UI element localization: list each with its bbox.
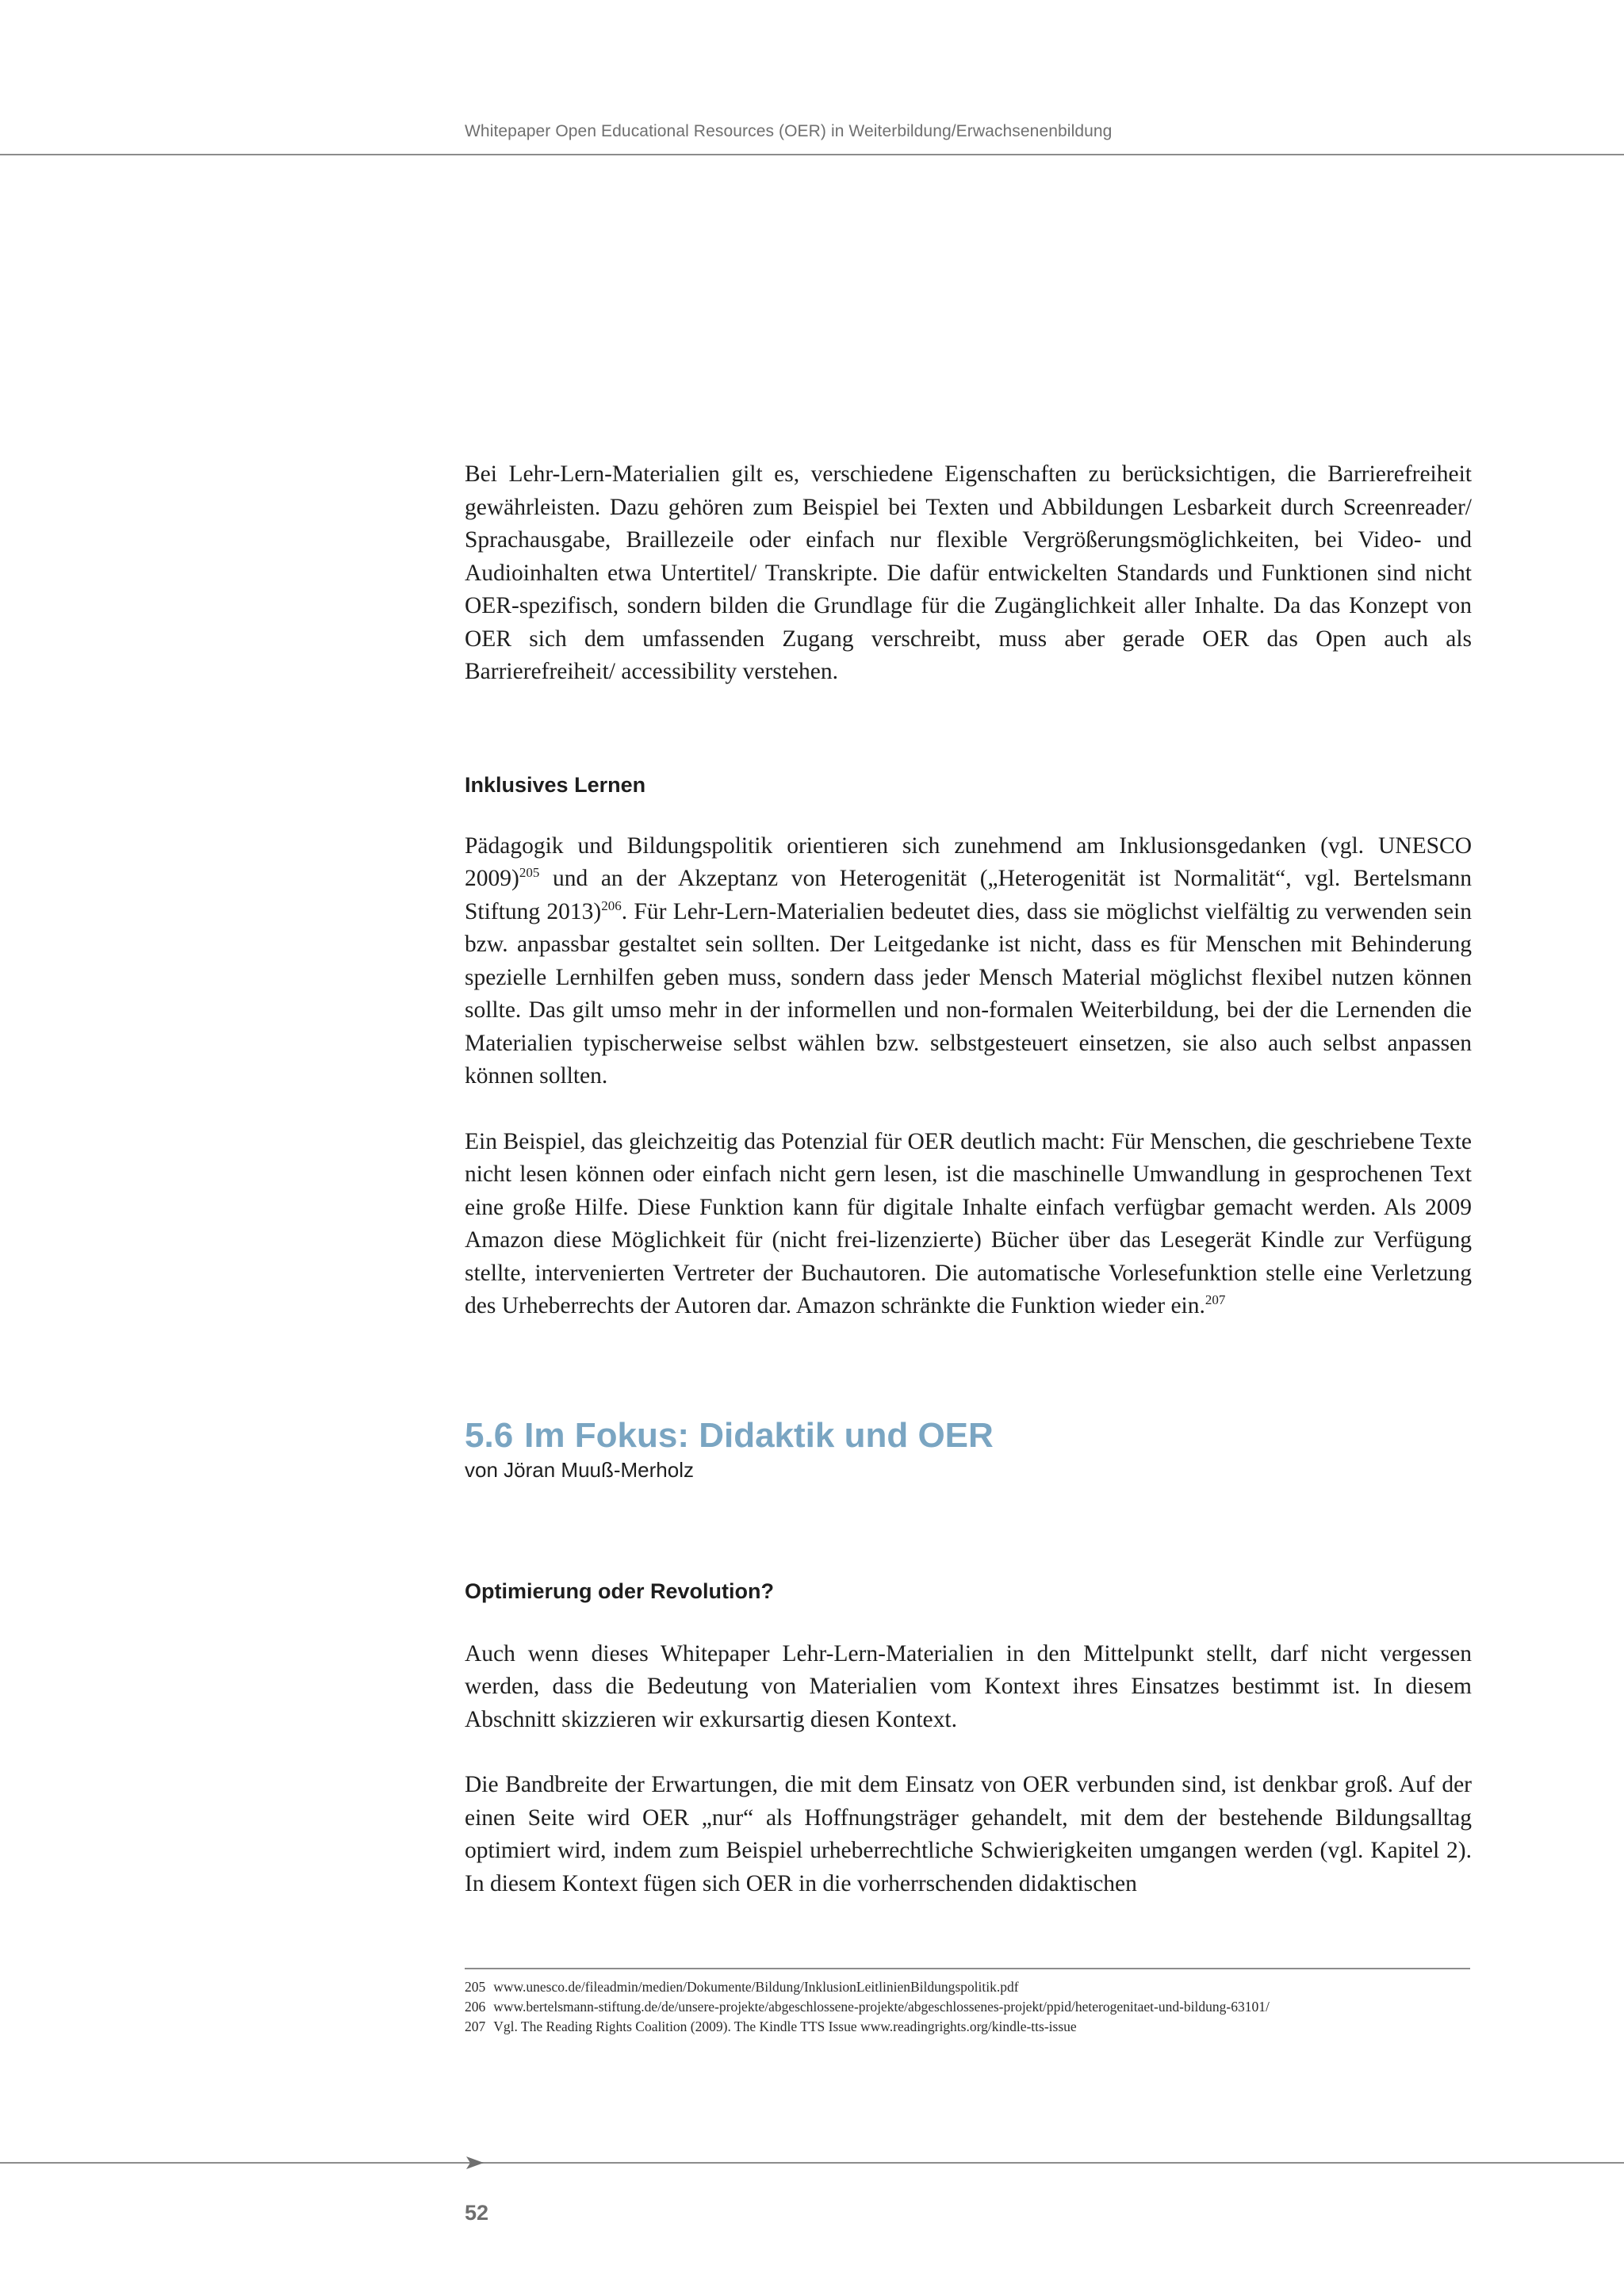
footnote-text: Vgl. The Reading Rights Coalition (2009). The Kindle TTS Issue www.readingrights.org/kindle-tts-issue	[493, 2019, 1077, 2034]
footnote-ref-205[interactable]: 205	[519, 865, 540, 881]
footnote-number: 206	[465, 1999, 486, 2015]
footer-rule	[0, 2162, 1624, 2164]
section-number: 5.6	[465, 1415, 514, 1455]
paragraph-inklusion-part-b: und an der Akzeptanz von Heterogenität („Heterogenität ist Normalität“, vgl. Bertelsmann Stiftung 2013)	[465, 866, 1472, 924]
paragraph-erwartungen: Die Bandbreite der Erwartungen, die mit dem Einsatz von OER verbunden sind, ist denkbar groß. Auf der einen Seite wird OER „nur“ als Hoffnungsträger gehandelt, mit dem der bestehende Bildungsalltag optimiert wird, indem zum Beispiel urheberrechtliche Schwierigkeiten umgangen werden (vgl. Kapitel 2). In diesem Kontext fügen sich OER in die vorherrschenden didaktischen	[465, 1772, 1472, 1896]
footnote-206	[465, 1997, 1472, 2017]
footnote-number: 207	[465, 2019, 486, 2034]
footnote-ref-207[interactable]: 207	[1205, 1292, 1226, 1308]
paragraph-inklusion-part-a: Pädagogik und Bildungspolitik orientieren sich zunehmend am Inklusionsgedanken (vgl. UNESCO 2009)	[465, 832, 1472, 891]
running-header: Whitepaper Open Educational Resources (OER) in Weiterbildung/Erwachsenenbildung	[465, 122, 1113, 140]
arrow-right-icon	[466, 2155, 484, 2171]
footnote-205	[465, 1977, 1472, 1997]
footnote-207	[465, 2017, 1472, 2037]
subheading-inklusives-lernen: Inklusives Lernen	[465, 772, 646, 797]
section-title-text: Im Fokus: Didaktik und OER	[524, 1415, 994, 1455]
footnote-number: 205	[465, 1979, 486, 1995]
paragraph-inklusion-part-c: . Für Lehr-Lern-Materialien bedeutet dies, dass sie möglichst vielfältig zu verwenden sein bzw. anpassbar gestaltet sein sollten. Der Leitgedanke ist nicht, dass es für Menschen mit Behinderung spezielle Lernhilfen geben muss, sondern dass jeder Mensch Material möglichst flexibel nutzen können sollte. Das gilt umso mehr in der informellen und non-formalen Weiterbildung, bei der die Lernenden die Materialien typischerweise selbst wählen bzw. selbstgesteuert einsetzen, sie also auch selbst anpassen können sollten.	[465, 898, 1472, 1089]
footnote-link[interactable]: www.bertelsmann-stiftung.de/de/unsere-projekte/abgeschlossene-projekte/abgeschlossenes-projekt/ppid/heterogenitaet-und-bildung-63101/	[493, 1999, 1270, 2015]
page-number: 52	[465, 2201, 489, 2225]
paragraph-beispiel-kindle	[465, 1126, 1472, 1323]
main-content	[465, 458, 1472, 1900]
header-rule	[0, 154, 1624, 155]
footnote-link[interactable]: www.unesco.de/fileadmin/medien/Dokumente/Bildung/InklusionLeitlinienBildungspolitik.pdf	[493, 1979, 1019, 1995]
footnote-rule	[465, 1968, 1470, 1969]
section-author: von Jöran Muuß-Merholz	[465, 1457, 694, 1482]
paragraph-barrierefreiheit: Bei Lehr-Lern-Materialien gilt es, verschiedene Eigenschaften zu berücksichtigen, die Barrierefreiheit gewährleisten. Dazu gehören zum Beispiel bei Texten und Abbildungen Lesbarkeit durch Screenreader/ Sprachausgabe, Braillezeile oder einfach nur flexible Vergrößerungsmöglichkeiten, bei Video- und Audioinhalten etwa Untertitel/ Transkripte. Die dafür entwickelten Standards und Funktionen sind nicht OER-spezifisch, sondern bilden die Grundlage für die Zugänglichkeit aller Inhalte. Da das Konzept von OER sich dem umfassenden Zugang verschreibt, muss aber gerade OER das Open auch als Barrierefreiheit/ accessibility verstehen.	[465, 461, 1472, 684]
paragraph-inklusion	[465, 830, 1472, 1093]
paragraph-beispiel-kindle-text: Ein Beispiel, das gleichzeitig das Potenzial für OER deutlich macht: Für Menschen, die geschriebene Texte nicht lesen können oder einfach nicht gern lesen, ist die maschinelle Umwandlung in gesprochenen Text eine große Hilfe. Diese Funktion kann für digitale Inhalte einfach verfügbar gemacht werden. Als 2009 Amazon diese Möglichkeit für (nicht frei-lizenzierte) Bücher über das Lesegerät Kindle zur Verfügung stellte, intervenierten Vertreter der Buchautoren. Die automatische Vorlesefunktion stelle eine Verletzung des Urheberrechts der Autoren dar. Amazon schränkte die Funktion wieder ein.	[465, 1128, 1472, 1318]
paragraph-kontext: Auch wenn dieses Whitepaper Lehr-Lern-Materialien in den Mittelpunkt stellt, darf nicht vergessen werden, dass die Bedeutung von Materialien vom Kontext ihres Einsatzes bestimmt ist. In diesem Abschnitt skizzieren wir exkursartig diesen Kontext.	[465, 1640, 1472, 1732]
footnote-ref-206[interactable]: 206	[601, 897, 622, 913]
footnotes	[465, 1977, 1472, 2037]
subheading-optimierung: Optimierung oder Revolution?	[465, 1578, 774, 1603]
section-title	[465, 1415, 1472, 1456]
